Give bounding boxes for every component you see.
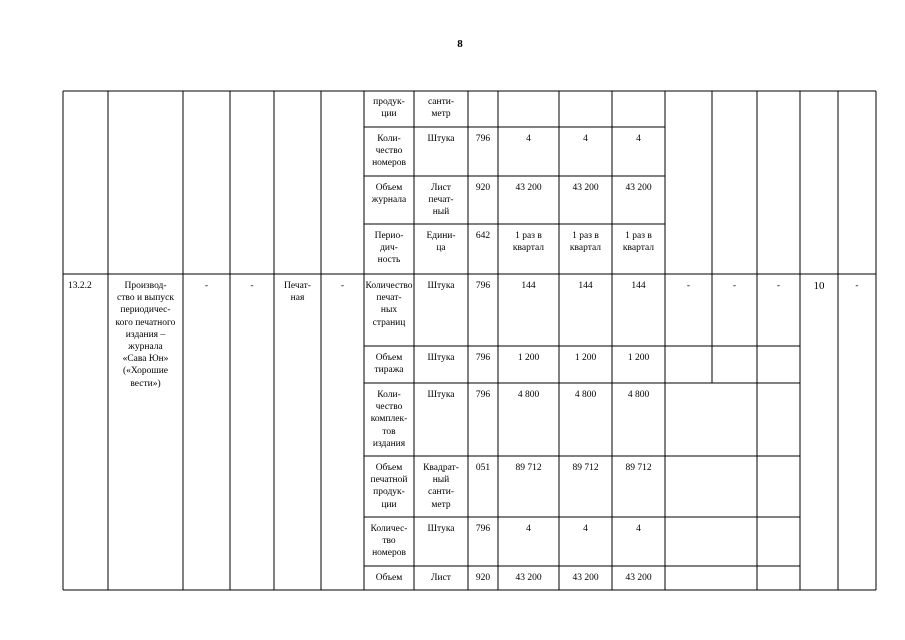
- item-code-1: 796: [475, 281, 491, 291]
- item-code-3: 796: [475, 390, 491, 400]
- item-value-3-2: 4 800: [574, 390, 597, 400]
- cont-unit-1: санти- метр: [427, 97, 455, 120]
- cont-value-4-1: 1 раз в квартал: [512, 231, 545, 254]
- item-indicator-3: Коли- чество комплек- тов издания: [370, 390, 408, 449]
- item-value-4-2: 89 712: [572, 463, 599, 473]
- item-value-5-3: 4: [636, 524, 641, 534]
- item-value-6-2: 43 200: [572, 573, 599, 583]
- item-unit-5: Штука: [427, 524, 455, 534]
- item-indicator-5: Количес- тво номеров: [370, 524, 408, 559]
- cont-indicator-4: Перио- дич- ность: [374, 231, 404, 266]
- item-value-1-1: 144: [521, 281, 536, 291]
- item-col15: 10: [813, 280, 825, 292]
- item-indicator-4: Объем печатной продук- ции: [370, 463, 408, 510]
- item-col3: -: [204, 281, 209, 291]
- cont-indicator-1: продук- ции: [373, 97, 405, 120]
- cont-value-2-1: 4: [526, 134, 531, 144]
- item-col16: -: [855, 281, 859, 291]
- item-code-6: 920: [475, 573, 491, 583]
- item-indicator-6: Объем: [375, 573, 403, 583]
- item-value-6-3: 43 200: [625, 573, 652, 583]
- cont-value-3-3: 43 200: [625, 183, 652, 193]
- item-code-2: 796: [475, 353, 491, 363]
- cont-indicator-3: Объем журнала: [371, 183, 407, 206]
- item-value-2-2: 1 200: [574, 353, 597, 363]
- item-unit-2: Штука: [427, 353, 455, 363]
- item-value-4-1: 89 712: [515, 463, 542, 473]
- item-value-5-2: 4: [583, 524, 588, 534]
- item-unit-4: Квадрат- ный санти- метр: [423, 463, 459, 510]
- item-indicator-1: Количество печат- ных страниц: [365, 281, 413, 328]
- item-unit-3: Штука: [427, 390, 455, 400]
- item-col4: -: [250, 281, 254, 291]
- item-unit-1: Штука: [427, 281, 455, 291]
- cont-code-2: 796: [475, 134, 491, 144]
- item-value-2-1: 1 200: [517, 353, 540, 363]
- item-unit-6: Лист: [431, 573, 451, 583]
- cont-value-3-2: 43 200: [572, 183, 599, 193]
- cont-value-2-2: 4: [583, 134, 588, 144]
- item-value-3-1: 4 800: [517, 390, 540, 400]
- item-value-1-2: 144: [578, 281, 593, 291]
- cont-unit-3: Лист печат- ный: [428, 183, 454, 218]
- cont-indicator-2: Коли- чество номеров: [372, 134, 406, 169]
- item-value-5-1: 4: [526, 524, 531, 534]
- cont-value-3-1: 43 200: [515, 183, 542, 193]
- cont-code-4: 642: [475, 231, 491, 241]
- item-value-2-3: 1 200: [627, 353, 650, 363]
- item-value-6-1: 43 200: [515, 573, 542, 583]
- item-col13: -: [732, 281, 737, 291]
- item-number: 13.2.2: [68, 281, 92, 291]
- item-col12: -: [686, 281, 691, 291]
- cont-code-3: 920: [475, 183, 491, 193]
- page-number: 8: [457, 38, 463, 50]
- cont-unit-4: Едини- ца: [426, 231, 456, 254]
- item-code-4: 051: [475, 463, 491, 473]
- item-value-4-3: 89 712: [625, 463, 652, 473]
- item-code-5: 796: [475, 524, 491, 534]
- cont-value-4-3: 1 раз в квартал: [622, 231, 655, 254]
- item-form: Печат- ная: [284, 281, 311, 304]
- item-value-1-3: 144: [631, 281, 646, 291]
- cont-unit-2: Штука: [427, 134, 455, 144]
- item-name: Производ- ство и выпуск периодичес- кого печатного издания – журнала «Сава Юн» («Хорошие вести»): [115, 281, 176, 389]
- item-col14: -: [776, 281, 781, 291]
- item-indicator-2: Объем тиража: [374, 353, 404, 376]
- cont-value-2-3: 4: [636, 134, 641, 144]
- item-col6: -: [340, 281, 345, 291]
- cont-value-4-2: 1 раз в квартал: [569, 231, 602, 254]
- item-value-3-3: 4 800: [627, 390, 650, 400]
